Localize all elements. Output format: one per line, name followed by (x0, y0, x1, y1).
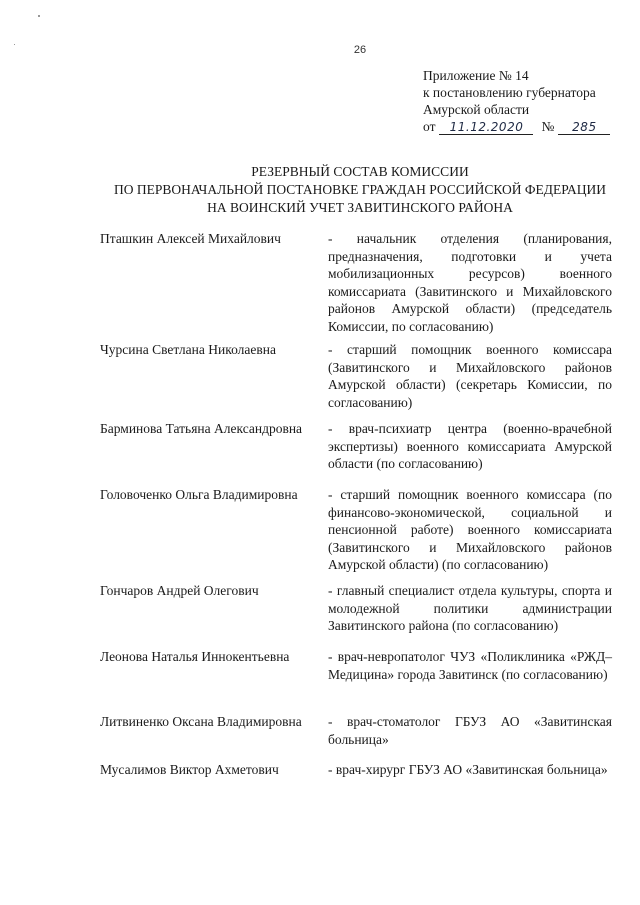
member-row (100, 341, 620, 411)
member-row (100, 648, 620, 683)
member-name: Чурсина Светлана Николаевна (100, 342, 276, 357)
member-role: - врач-стоматолог ГБУЗ АО «Завитинская больница» (328, 714, 612, 747)
member-role: - врач-психиатр центра (военно-врачебной экспертизы) военного комиссариата Амурской области (по согласованию) (328, 421, 612, 471)
member-name: Гончаров Андрей Олегович (100, 583, 259, 598)
member-name: Головоченко Ольга Владимировна (100, 487, 298, 502)
member-role: - главный специалист отдела культуры, спорта и молодежной политики администрации Завитинского района (по согласованию) (328, 583, 612, 633)
appendix-date-number-line (423, 118, 610, 135)
member-row (100, 420, 620, 473)
member-row (100, 713, 620, 748)
member-role: - начальник отделения (планирования, предназначения, подготовки и учета мобилизационных ресурсов) военного комиссариата (Завитинского и Михайловского районов Амурской области) (председатель Комиссии, по согласованию) (328, 231, 612, 334)
appendix-region: Амурской области (423, 102, 530, 117)
member-row (100, 761, 620, 779)
scan-speck (38, 15, 40, 17)
document-title (95, 163, 625, 217)
member-role: - врач-невропатолог ЧУЗ «Поликлиника «РЖД–Медицина» города Завитинск (по согласованию) (328, 649, 612, 682)
page-number: 26 (353, 44, 367, 56)
member-role: - старший помощник военного комиссара (по финансово-экономической, социальной и пенсионной работе) военного комиссариата (Завитинского и Михайловского районов Амурской области) (по согласованию) (328, 487, 612, 572)
appendix-title: Приложение № 14 (423, 68, 529, 83)
date-prefix: от (423, 119, 436, 134)
member-name: Мусалимов Виктор Ахметович (100, 762, 279, 777)
member-name: Литвиненко Оксана Владимировна (100, 714, 302, 729)
handwritten-number: 285 (572, 120, 597, 134)
appendix-header (423, 67, 610, 135)
appendix-decree-ref: к постановлению губернатора (423, 85, 596, 100)
title-line-2: ПО ПЕРВОНАЧАЛЬНОЙ ПОСТАНОВКЕ ГРАЖДАН РОССИЙСКОЙ ФЕДЕРАЦИИ (113, 182, 607, 197)
handwritten-date: 11.12.2020 (449, 120, 524, 134)
member-name: Леонова Наталья Иннокентьевна (100, 649, 290, 664)
number-prefix: № (541, 119, 555, 134)
member-row (100, 582, 620, 635)
member-name: Пташкин Алексей Михайлович (100, 231, 281, 246)
member-row (100, 486, 620, 574)
title-line-1: РЕЗЕРВНЫЙ СОСТАВ КОМИССИИ (251, 164, 469, 179)
title-line-3: НА ВОИНСКИЙ УЧЕТ ЗАВИТИНСКОГО РАЙОНА (207, 200, 513, 215)
member-role: - старший помощник военного комиссара (Завитинского и Михайловского районов Амурской области) (секретарь Комиссии, по согласованию) (328, 342, 612, 410)
number-field (558, 120, 610, 135)
date-field (439, 120, 533, 135)
member-role: - врач-хирург ГБУЗ АО «Завитинская больница» (328, 762, 608, 777)
member-row (100, 230, 620, 335)
member-name: Барминова Татьяна Александровна (100, 421, 303, 436)
